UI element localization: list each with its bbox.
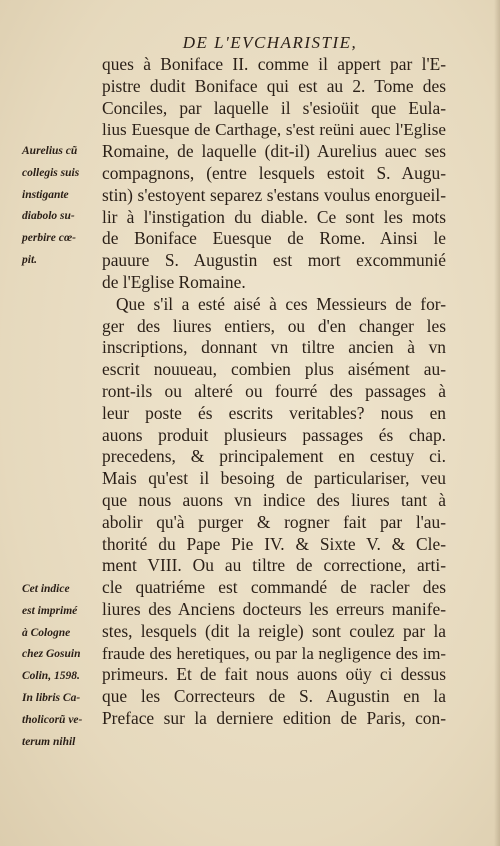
text-line: lir à l'instigation du diable. Ce sont les mots <box>102 206 446 227</box>
margin-note-line: collegis suis <box>22 166 80 179</box>
text-line: stes, lesquels (dit la reigle) sont coulez par la <box>102 620 446 641</box>
text-line: cle quatriéme est commandé de racler des <box>102 577 446 598</box>
margin-note-line: Colin, 1598. <box>22 670 80 683</box>
text-line: stin) s'estoyent separez s'estans voulus enorgueil- <box>102 184 446 205</box>
page-edge-shadow <box>494 0 500 846</box>
margin-note-line: tholicorũ ve- <box>22 713 83 726</box>
margin-note-line: pit. <box>22 253 38 266</box>
text-line: ques à Boniface II. comme il appert par l'E- <box>102 54 446 74</box>
text-line: pistre dudit Boniface qui est au 2. Tome des <box>102 75 446 96</box>
text-line: auons produit plusieurs passages és chap. <box>102 424 446 445</box>
margin-note-aurelius <box>22 141 102 272</box>
text-line: fraude des heretiques, ou par la negligence des im- <box>102 643 446 663</box>
margin-note-line: Aurelius cũ <box>22 145 78 157</box>
text-line: de Boniface Euesque de Rome. Ainsi le <box>102 228 446 249</box>
margin-note-line: In libris Ca- <box>22 691 81 704</box>
text-line: abolir qu'à purger & rogner fait par l'au- <box>102 511 446 532</box>
body-text <box>102 54 446 730</box>
text-line: liures des Anciens docteurs les erreurs manife- <box>102 598 446 619</box>
margin-note-line: diabolo su- <box>22 210 75 223</box>
text-line: ger des liures entiers, ou d'en changer les <box>102 315 446 336</box>
running-header: DE L'EVCHARISTIE, <box>182 33 358 52</box>
margin-note-line: instigante <box>22 188 69 201</box>
text-line: Preface sur la derniere edition de Paris, con- <box>102 707 446 728</box>
text-line: ment VIII. Ou au tiltre de correctione, arti- <box>102 555 446 576</box>
margin-note-indice <box>22 579 102 753</box>
text-line: leur poste és escrits veritables? nous en <box>102 402 446 423</box>
text-line: Romaine, de laquelle (dit-il) Aurelius auec ses <box>102 141 446 162</box>
margin-note-line: chez Gosuin <box>22 648 81 661</box>
margin-note-line: perbire cœ- <box>22 232 76 245</box>
margin-note-line: terum nihil <box>22 735 76 748</box>
text-line: Mais qu'est il besoing de particulariser, veu <box>102 468 446 489</box>
text-line: Conciles, par laquelle il s'esioüit que Eula- <box>102 97 446 118</box>
text-line: pauure S. Augustin est mort excommunié <box>102 250 446 271</box>
text-line: compagnons, (entre lesquels estoit S. Augu- <box>102 162 446 183</box>
text-line: que les Correcteurs de S. Augustin en la <box>102 686 446 707</box>
text-line: precedens, & principalement en cestuy ci. <box>102 446 446 467</box>
text-line: Que s'il a esté aisé à ces Messieurs de for- <box>116 293 446 314</box>
text-line: que nous auons vn indice des liures tant à <box>102 489 446 510</box>
text-line: lius Euesque de Carthage, s'est reüni auec l'Eglise <box>102 120 446 140</box>
text-line: ront-ils ou alteré ou fourré des passages à <box>102 380 446 401</box>
margin-note-line: est imprimé <box>22 604 78 617</box>
text-line: escrit nouueau, combien plus aisément au- <box>102 359 446 380</box>
margin-note-line: Cet indice <box>22 583 70 595</box>
margin-note-line: à Cologne <box>22 626 71 639</box>
text-line: primeurs. Et de fait nous auons oüy ci dessus <box>102 664 446 685</box>
text-line: inscriptions, donnant vn tiltre ancien à vn <box>102 337 446 358</box>
text-line: de l'Eglise Romaine. <box>102 271 246 292</box>
text-line: thorité du Pape Pie IV. & Sixte V. & Cle- <box>102 533 446 554</box>
